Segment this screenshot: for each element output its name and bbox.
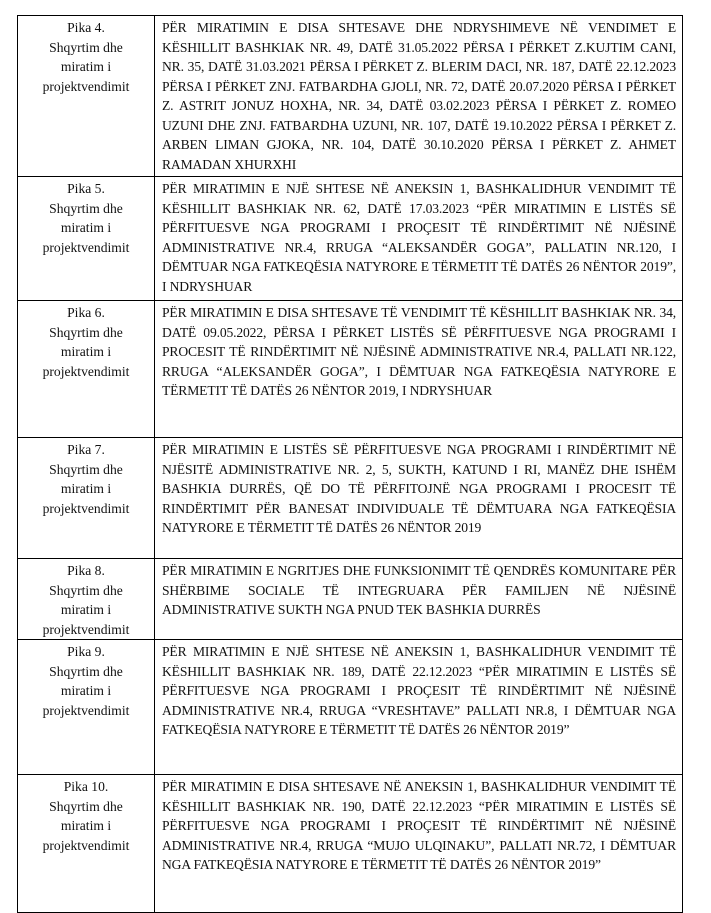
table-row <box>18 559 683 640</box>
item-number: Pika 10. <box>63 779 109 794</box>
agenda-description: PËR MIRATIMIN E NJË SHTESE NË ANEKSIN 1, BASHKALIDHUR VENDIMIT TË KËSHILLIT BASHKIAK NR. 62, DATË 17.03.2023 “PËR MIRATIMIN E LISTËS SË PËRFITUESVE NGA PROGRAMI I PROÇESIT TË RINDËRTIMIT NË NJËSINË ADMINISTRATIVE NR.4, RRUGA “ALEKSANDËR GOGA”, PALLATIN NR.120, I DËMTUAR NGA FATKEQËSIA NATYRORE E TËRMETIT TË DATËS 26 NËNTOR 2019”, I NDRYSHUAR <box>155 177 683 301</box>
item-label: projektvendimit <box>42 837 130 853</box>
table-row <box>18 438 683 559</box>
agenda-item-cell <box>18 16 155 177</box>
agenda-item-cell <box>18 775 155 913</box>
agenda-description: PËR MIRATIMIN E DISA SHTESAVE DHE NDRYSHIMEVE NË VENDIMET E KËSHILLIT BASHKIAK NR. 49, DATË 31.05.2022 PËRSA I PËRKET Z.KUJTIM CANI, NR. 35, DATË 31.03.2021 PËRSA I PËRKET Z. BLERIM DACI, NR. 187, DATË 22.12.2023 PËRSA I PËRKET ZNJ. FATBARDHA GJOLI, NR. 72, DATË 20.07.2020 PËRSA I PËRKET Z. ASTRIT JONUZ HOXHA, NR. 34, DATË 03.02.2023 PËRSA I PËRKET Z. ROMEO UZUNI DHE ZNJ. FATBARDHA UZUNI, NR. 107, DATË 19.10.2022 PËRSA I PËRKET Z. ARBEN LIMAN GJOKA, NR. 104, DATË 30.10.2020 PËRSA I PËRKET Z. AHMET RAMADAN XHURXHI <box>155 16 683 177</box>
item-label: projektvendimit <box>42 621 130 637</box>
table-row <box>18 301 683 438</box>
agenda-description: PËR MIRATIMIN E LISTËS SË PËRFITUESVE NGA PROGRAMI I RINDËRTIMIT NË NJËSITË ADMINISTRATIVE NR. 2, 5, SUKTH, KATUND I RI, MANËZ DHE ISHËM BASHKIA DURRËS, QË DO TË PËRFITOJNË NGA PROGRAMI I PROCESIT TË RINDËRTIMIT PËR BANESAT INDIVIDUALE TË DËMTUARA NGA FATKEQËSIA NATYRORE E TËRMETIT TË DATËS 26 NËNTOR 2019 <box>155 438 683 559</box>
item-label: Shqyrtim dhe <box>49 39 123 55</box>
table-row <box>18 16 683 177</box>
table-row <box>18 775 683 913</box>
table-row <box>18 640 683 775</box>
item-label: miratim i <box>60 59 112 74</box>
item-label: Shqyrtim dhe <box>49 324 123 340</box>
item-label: projektvendimit <box>42 702 130 718</box>
agenda-description: PËR MIRATIMIN E NGRITJES DHE FUNKSIONIMIT TË QENDRËS KOMUNITARE PËR SHËRBIME SOCIALE TË INTEGRUARA PËR FAMILJEN NË NJËSINË ADMINISTRATIVE SUKTH NGA PNUD TEK BASHKIA DURRËS <box>155 559 683 640</box>
item-label: Shqyrtim dhe <box>49 200 123 216</box>
item-label: miratim i <box>60 683 112 698</box>
agenda-item-cell <box>18 177 155 301</box>
item-label: projektvendimit <box>42 239 130 255</box>
item-label: Shqyrtim dhe <box>49 663 123 679</box>
item-label: miratim i <box>60 344 112 359</box>
item-number: Pika 9. <box>67 644 105 659</box>
item-number: Pika 8. <box>67 563 105 578</box>
agenda-description: PËR MIRATIMIN E NJË SHTESE NË ANEKSIN 1, BASHKALIDHUR VENDIMIT TË KËSHILLIT BASHKIAK NR. 189, DATË 22.12.2023 “PËR MIRATIMIN E LISTËS SË PËRFITUESVE NGA PROGRAMI I PROÇESIT TË RINDËRTIMIT NË NJËSINË ADMINISTRATIVE NR.4, RRUGA “VRESHTAVE” PALLATI NR.8, I DËMTUAR NGA FATKEQËSIA NATYRORE E TËRMETIT TË DATËS 26 NËNTOR 2019” <box>155 640 683 775</box>
item-label: miratim i <box>60 481 112 496</box>
item-label: Shqyrtim dhe <box>49 798 123 814</box>
agenda-item-cell <box>18 640 155 775</box>
item-number: Pika 7. <box>67 442 105 457</box>
agenda-description: PËR MIRATIMIN E DISA SHTESAVE NË ANEKSIN 1, BASHKALIDHUR VENDIMIT TË KËSHILLIT BASHKIAK NR. 190, DATË 22.12.2023 “PËR MIRATIMIN E LISTËS SË PËRFITUESVE NGA PROGRAMI I PROÇESIT TË RINDËRTIMIT NË NJËSINË ADMINISTRATIVE NR.4, RRUGA “MUJO ULQINAKU”, PALLATI NR.72, I DËMTUAR NGA FATKEQËSIA NATYRORE E TËRMETIT TË DATËS 26 NËNTOR 2019” <box>155 775 683 913</box>
item-label: projektvendimit <box>42 500 130 516</box>
table-row <box>18 177 683 301</box>
item-label: projektvendimit <box>42 78 130 94</box>
item-label: Shqyrtim dhe <box>49 582 123 598</box>
item-number: Pika 4. <box>67 20 105 35</box>
item-label: Shqyrtim dhe <box>49 461 123 477</box>
agenda-item-cell <box>18 301 155 438</box>
item-label: miratim i <box>60 602 112 617</box>
agenda-item-cell <box>18 559 155 640</box>
item-label: miratim i <box>60 220 112 235</box>
agenda-table <box>17 15 683 913</box>
item-number: Pika 6. <box>67 305 105 320</box>
agenda-item-cell <box>18 438 155 559</box>
item-number: Pika 5. <box>67 181 105 196</box>
item-label: miratim i <box>60 818 112 833</box>
item-label: projektvendimit <box>42 363 130 379</box>
agenda-description: PËR MIRATIMIN E DISA SHTESAVE TË VENDIMIT TË KËSHILLIT BASHKIAK NR. 34, DATË 09.05.2022, PËRSA I PËRKET LISTËS SË PËRFITUESVE NGA PROGRAMI I PROCESIT TË RINDËRTIMIT NË NJËSINË ADMINISTRATIVE NR.4, PALLATI NR.122, RRUGA “ALEKSANDËR GOGA”, I DËMTUAR NGA FATKEQËSIA NATYRORE E TËRMETIT TË DATËS 26 NËNTOR 2019, I NDRYSHUAR <box>155 301 683 438</box>
